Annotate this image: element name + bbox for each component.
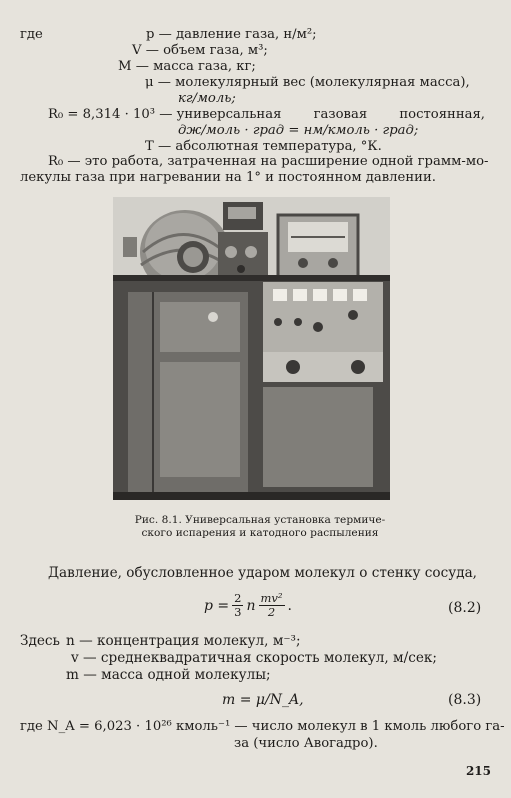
eq82-frac1-den: 3: [234, 605, 242, 619]
eq82-period: .: [287, 597, 292, 614]
def-V: V — объем газа, м³;: [132, 43, 268, 58]
def-R0: [48, 107, 485, 123]
gde-label: где: [20, 27, 43, 42]
def-mu-units: кг/моль;: [178, 91, 236, 106]
apparatus-illustration: [113, 197, 390, 500]
na-line1: где N_A = 6,023 · 10²⁶ кмоль⁻¹ — число молекул в 1 кмоль любого га-: [20, 719, 505, 734]
page-number: 215: [465, 764, 491, 778]
para2: Давление, обусловленное ударом молекул о стенку сосуда,: [48, 565, 478, 581]
def-R0-mid: газовая: [313, 107, 368, 122]
eq82-frac1-num: 2: [234, 591, 242, 605]
eq83-number: (8.3): [448, 692, 482, 708]
eq82-frac2-num: mv²: [260, 591, 283, 605]
eq82-lhs: p =: [204, 597, 230, 614]
def-R0-right: постоянная,: [399, 107, 485, 122]
def-mu: μ — молекулярный вес (молекулярная масса),: [145, 75, 470, 90]
def-R0-left: R₀ = 8,314 · 10³ — универсальная: [48, 107, 282, 122]
eq82-number: (8.2): [448, 600, 482, 616]
equation-8-2: [204, 592, 292, 619]
para1-line1: R₀ — это работа, затраченная на расширение одной грамм-мо-: [48, 154, 489, 169]
eq82-frac2-den: 2: [267, 605, 276, 619]
para1-line2: лекулы газа при нагревании на 1° и постоянном давлении.: [20, 170, 436, 185]
na-line2: за (число Авогадро).: [234, 736, 378, 751]
eq82-frac1: [232, 592, 243, 619]
def-T: T — абсолютная температура, °К.: [145, 139, 382, 154]
def-p: p — давление газа, н/м²;: [146, 27, 317, 42]
apparatus-photo: [113, 197, 390, 500]
figure-caption-line1: Рис. 8.1. Универсальная установка термиче-: [134, 514, 386, 526]
eq82-n: n: [246, 597, 256, 614]
equation-8-3: m = μ/N_A,: [222, 692, 304, 708]
def-R0-units: дж/моль · град = нм/кмоль · град;: [178, 123, 419, 138]
zdes-m-def: m — масса одной молекулы;: [66, 667, 271, 683]
figure-caption-line2: ского испарения и катодного распыления: [141, 527, 379, 539]
def-M: M — масса газа, кг;: [118, 59, 256, 74]
zdes-v-def: v — среднеквадратичная скорость молекул, м/сек;: [71, 650, 437, 666]
zdes-label: Здесь: [20, 633, 60, 649]
eq82-frac2: [259, 592, 285, 619]
zdes-n-def: n — концентрация молекул, м⁻³;: [66, 633, 301, 649]
